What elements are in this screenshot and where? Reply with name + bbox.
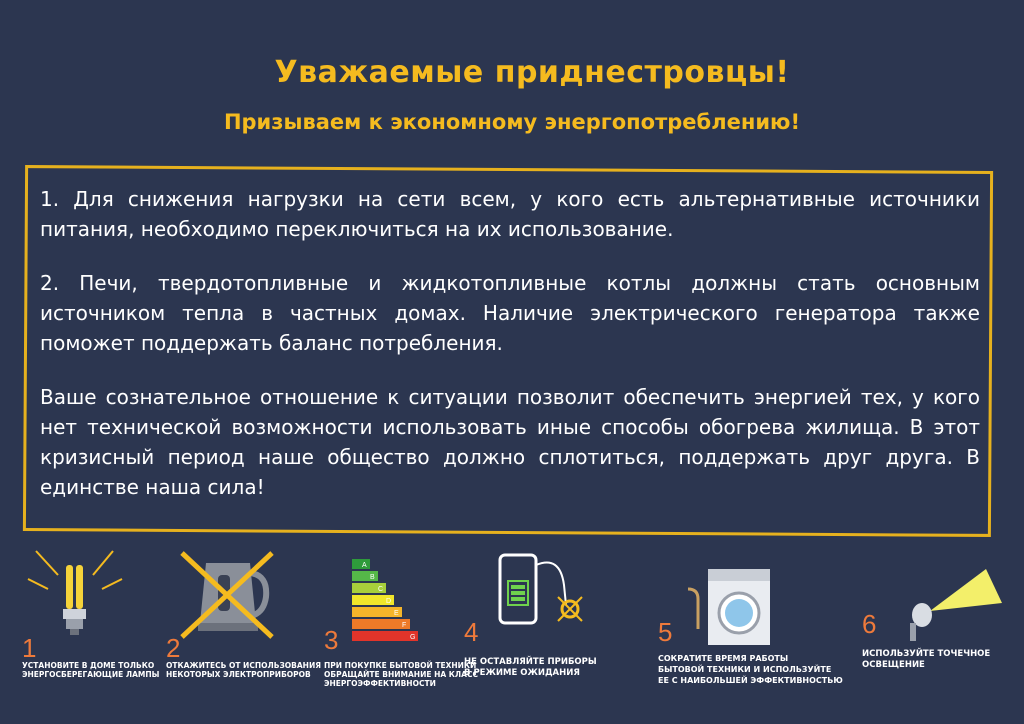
tip-2 [160, 545, 320, 724]
energy-class-label: B [370, 574, 375, 581]
crossed-kettle-icon [168, 545, 288, 645]
energy-class-bar [352, 559, 370, 569]
energy-class-bar [352, 631, 418, 641]
tip-4-number: 4 [464, 617, 479, 647]
energy-class-label: A [362, 562, 367, 569]
tip-3 [320, 545, 478, 724]
tips-strip [0, 545, 1024, 724]
tip-1-caption: УСТАНОВИТЕ В ДОМЕ ТОЛЬКО ЭНЕРГОСБЕРЕГАЮЩИЕ ЛАМПЫ [22, 661, 160, 679]
page-title: Уважаемые приднестровцы! [274, 55, 790, 90]
washing-machine-icon [684, 559, 804, 659]
tip-1-number: 1 [22, 633, 37, 663]
tip-3-caption: ПРИ ПОКУПКЕ БЫТОВОЙ ТЕХНИКИ ОБРАЩАЙТЕ ВНИМАНИЕ НА КЛАСС ЭНЕРГОЭФФЕКТИВНОСТИ [324, 661, 478, 688]
tip-3-number: 3 [324, 625, 339, 655]
tip-4 [460, 545, 640, 724]
tip-5-caption: СОКРАТИТЕ ВРЕМЯ РАБОТЫ БЫТОВОЙ ТЕХНИКИ И ИСПОЛЬЗУЙТЕ ЕЕ С НАИБОЛЬШЕЙ ЭФФЕКТИВНОСТЬЮ [658, 654, 843, 685]
spotlight-icon [890, 555, 1020, 655]
paragraph-1: 1. Для снижения нагрузки на сети всем, у кого есть альтернативные источники питания, необходимо переключиться на их использование. [40, 187, 980, 241]
energy-saving-bulb-icon [18, 545, 138, 645]
tip-1 [0, 545, 160, 724]
paragraph-3: Ваше сознательное отношение к ситуации позволит обеспечить энергией тех, у кого нет технической возможности использовать иные способы обогрева жилища. В этот кризисный период наше общество должно сплотиться, поддержать друг друга. В единстве наша сила! [40, 385, 980, 499]
tip-5-number: 5 [658, 617, 673, 647]
tip-6-caption: ИСПОЛЬЗУЙТЕ ТОЧЕЧНОЕ ОСВЕЩЕНИЕ [862, 649, 991, 670]
tip-6-number: 6 [862, 609, 877, 639]
page-subtitle: Призываем к экономному энергопотреблению! [223, 110, 801, 134]
energy-class-label: G [410, 634, 416, 641]
tip-6 [840, 545, 1024, 724]
tip-2-number: 2 [166, 633, 181, 663]
energy-class-label: D [386, 598, 392, 605]
energy-class-label: F [402, 622, 407, 629]
paragraph-2: 2. Печи, твердотопливные и жидкотопливные котлы должны стать основным источником тепла в частных домах. Наличие электрического генератора также поможет поддержать баланс потребления. [40, 271, 980, 355]
tip-4-caption: НЕ ОСТАВЛЯЙТЕ ПРИБОРЫ В РЕЖИМЕ ОЖИДАНИЯ [464, 657, 597, 678]
tip-2-caption: ОТКАЖИТЕСЬ ОТ ИСПОЛЬЗОВАНИЯ НЕКОТОРЫХ ЭЛЕКТРОПРИБОРОВ [166, 661, 321, 679]
energy-class-label: C [378, 586, 384, 593]
phone-charger-icon [480, 545, 610, 645]
appeal-text [40, 184, 980, 526]
energy-class-icon [348, 553, 468, 653]
energy-class-label: E [394, 610, 399, 617]
tip-5 [640, 545, 843, 724]
